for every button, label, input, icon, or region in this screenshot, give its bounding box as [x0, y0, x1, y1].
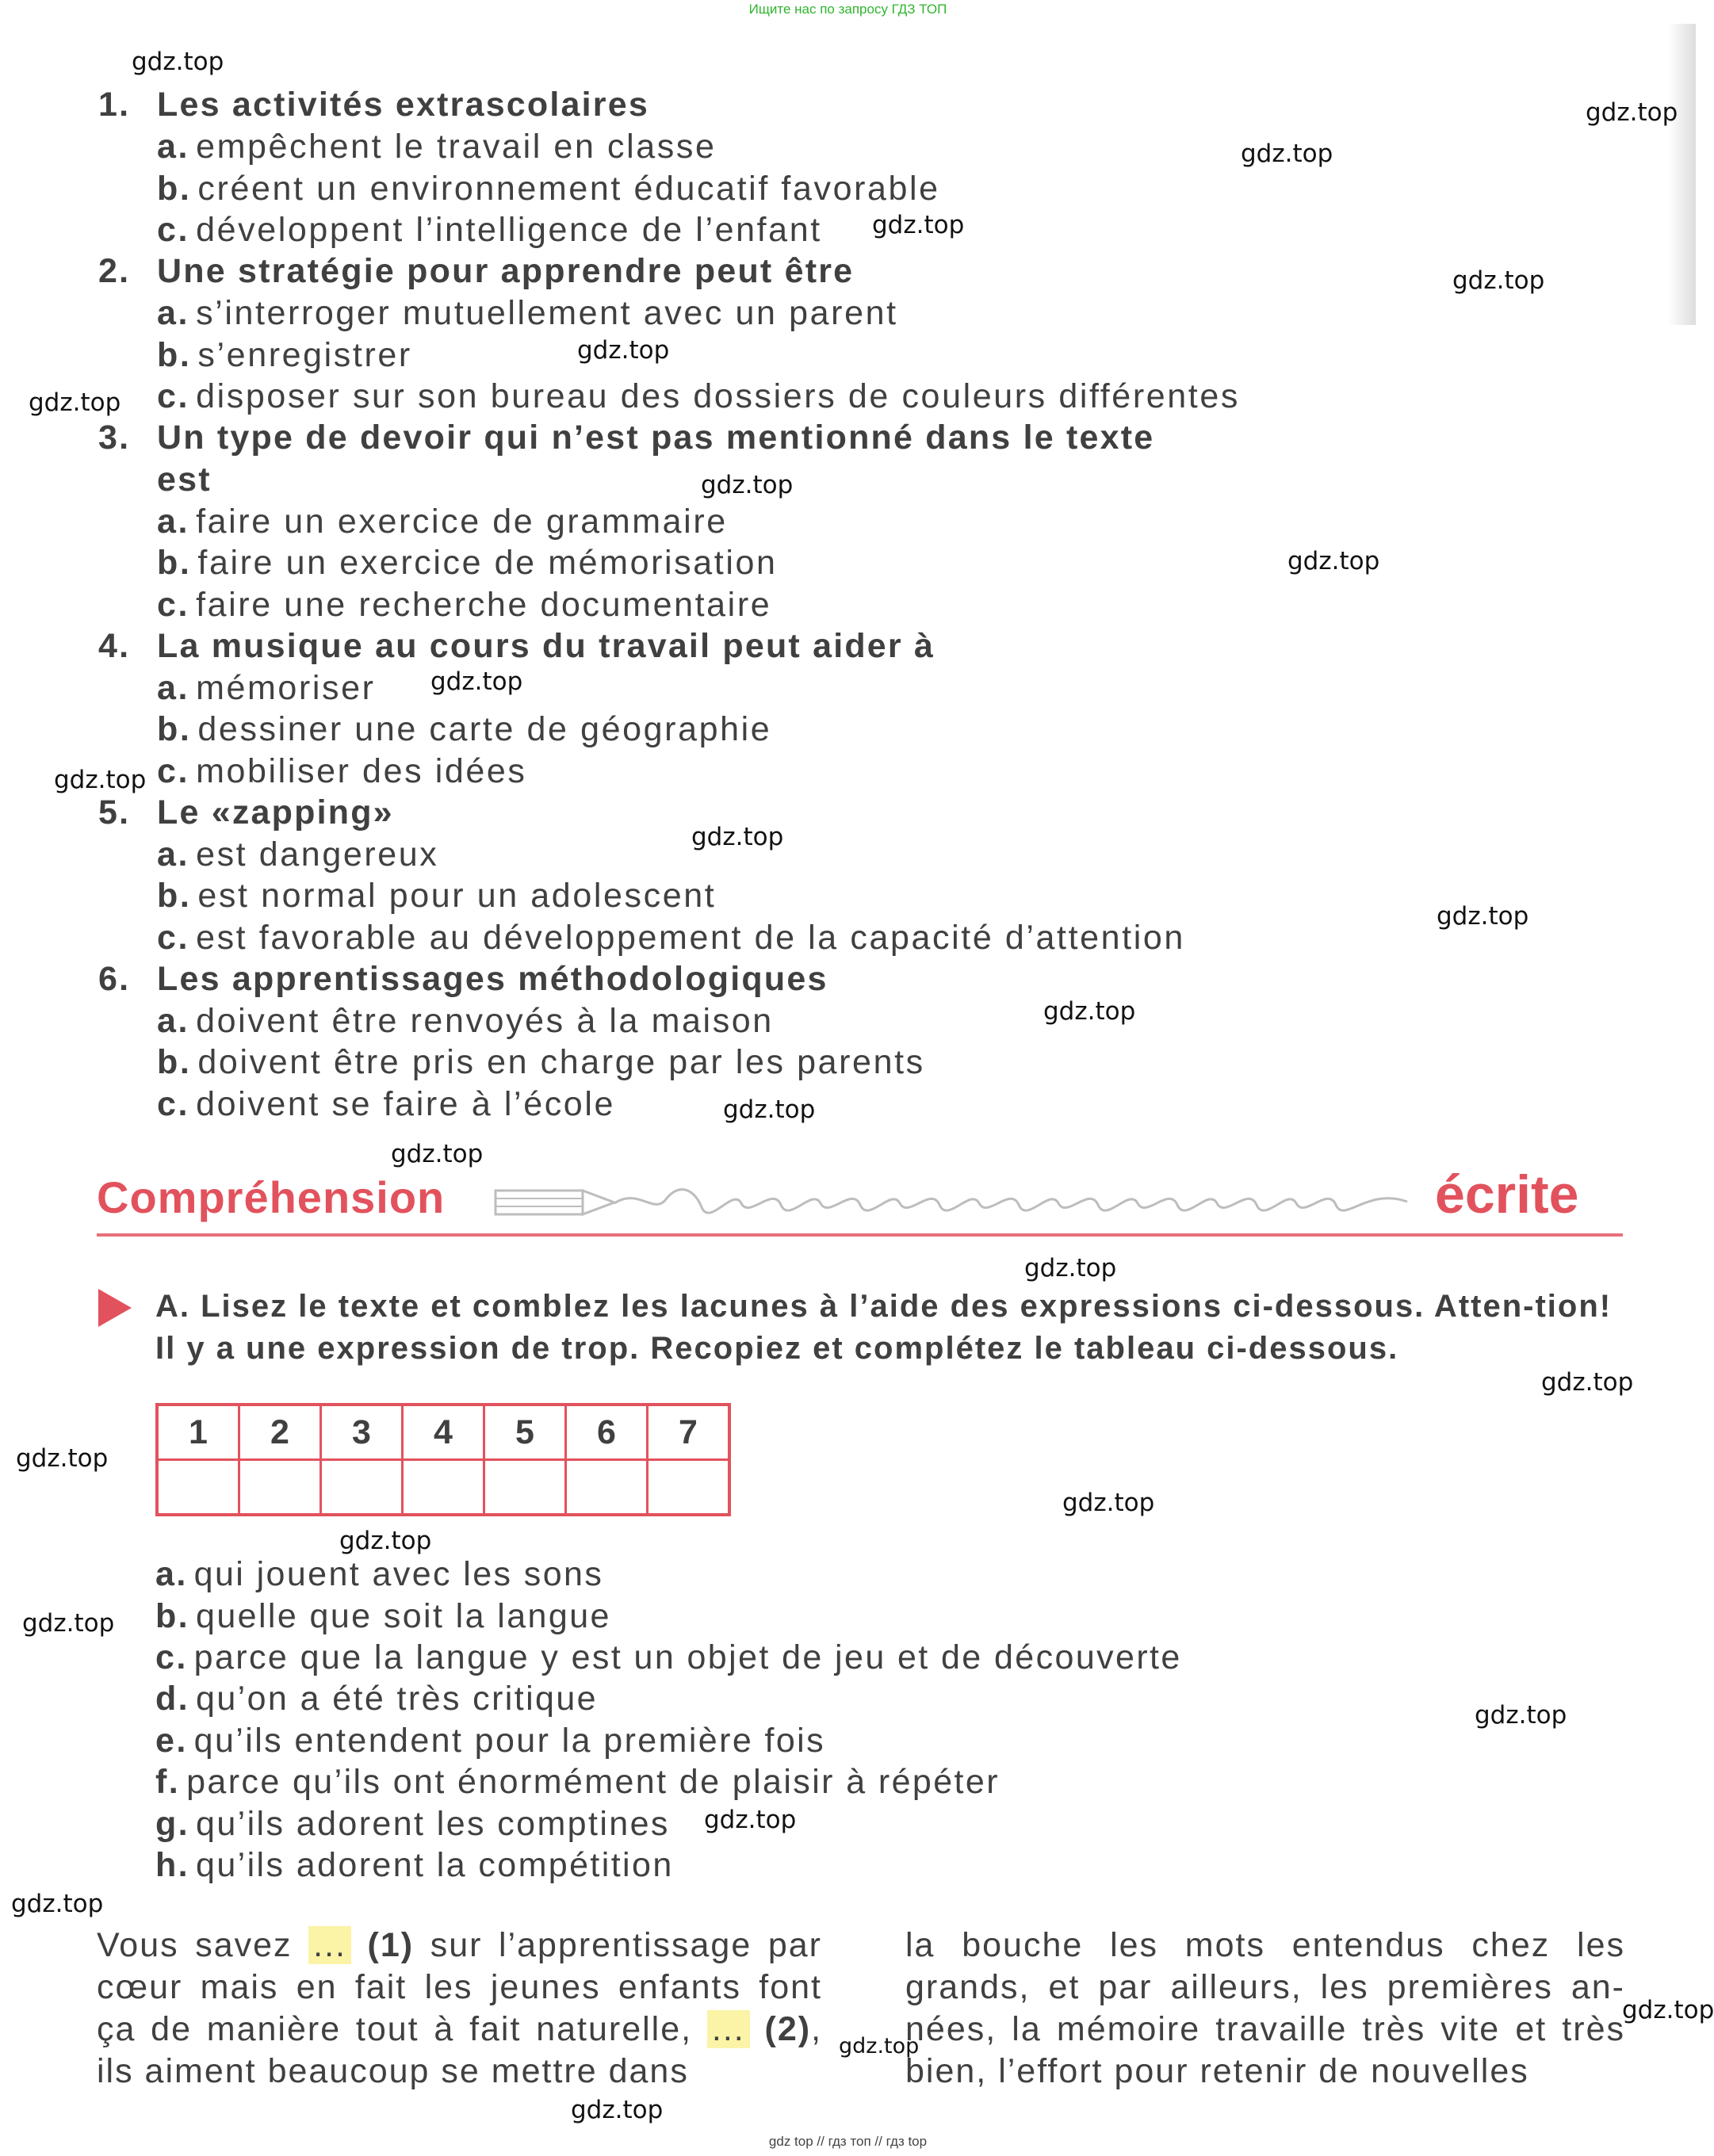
question-text: Un type de devoir qui n’est pas mentionné dans le texte — [157, 419, 1155, 457]
option-4c: c. mobiliser des idées — [157, 752, 527, 790]
watermark: gdz.top — [704, 1806, 797, 1834]
question-number: 6. — [98, 960, 131, 998]
watermark: gdz.top — [22, 1609, 115, 1638]
watermark: gdz.top — [11, 1890, 104, 1918]
watermark: gdz.top — [132, 48, 224, 76]
watermark: gdz.top — [430, 667, 523, 696]
option-6b: b. doivent être pris en charge par les parents — [157, 1043, 925, 1081]
watermark: gdz.top — [571, 2096, 664, 2124]
question-text: Une stratégie pour apprendre peut être — [157, 252, 855, 290]
question-3-continuation: est — [157, 461, 212, 499]
answer-cell[interactable] — [403, 1460, 484, 1516]
watermark: gdz.top — [839, 2034, 920, 2059]
watermark: gdz.top — [691, 823, 784, 851]
option-2a: a. s’interroger mutuellement avec un parent — [157, 294, 898, 332]
answer-cell[interactable] — [648, 1460, 730, 1516]
watermark: gdz.top — [391, 1140, 484, 1168]
watermark: gdz.top — [339, 1527, 432, 1555]
question-number: 4. — [98, 627, 131, 665]
option-2b: b. s’enregistrer — [157, 336, 412, 374]
answer-cell[interactable] — [239, 1460, 321, 1516]
expression-e: e. qu’ils entendent pour la première fois — [155, 1722, 826, 1760]
gap-number-2: (2) — [764, 2010, 812, 2048]
expression-g: g. qu’ils adorent les comptines — [155, 1805, 670, 1843]
passage-right-column: la bouche les mots entendus chez les grands, et par ailleurs, les premières an-nées, la mémoire travaille très vite et très bien, l’effort pour retenir de nouvelles — [905, 1926, 1625, 2090]
watermark: gdz.top — [1043, 997, 1136, 1026]
watermark: gdz.top — [577, 336, 670, 365]
answer-cell[interactable] — [484, 1460, 566, 1516]
question-number: 5. — [98, 793, 131, 831]
exercise-instruction: A. Lisez le texte et comblez les lacunes à l’aide des expressions ci-dessous. Atten-tion! Il y a une expression de trop. Recopiez et complétez le tableau ci-dessous. — [155, 1289, 1613, 1366]
question-6 — [98, 960, 828, 999]
option-1c: c. développent l’intelligence de l’enfant — [157, 211, 822, 249]
option-1b: b. créent un environnement éducatif favorable — [157, 170, 940, 208]
watermark: gdz.top — [723, 1095, 816, 1124]
question-number: 2. — [98, 252, 131, 290]
option-3b: b. faire un exercice de mémorisation — [157, 544, 778, 582]
watermark: gdz.top — [872, 211, 965, 239]
answer-cell[interactable] — [321, 1460, 403, 1516]
question-text: Les apprentissages méthodologiques — [157, 960, 828, 998]
watermark: gdz.top — [1452, 266, 1545, 295]
expression-a: a. qui jouent avec les sons — [155, 1555, 604, 1593]
top-banner[interactable]: Ищите нас по запросу ГДЗ ТОП — [748, 2, 947, 17]
question-text: Le «zapping» — [157, 793, 394, 831]
table-header-cell: 5 — [484, 1405, 566, 1460]
table-header-cell: 1 — [157, 1405, 239, 1460]
pencil-scribble-icon — [495, 1179, 1427, 1227]
table-header-cell: 6 — [566, 1405, 648, 1460]
expression-h: h. qu’ils adorent la compétition — [155, 1846, 674, 1884]
expression-f: f. parce qu’ils ont énormément de plaisir à répéter — [155, 1763, 1000, 1801]
watermark: gdz.top — [1062, 1489, 1155, 1517]
question-3 — [98, 419, 1154, 457]
watermark: gdz.top — [29, 388, 121, 417]
option-4b: b. dessiner une carte de géographie — [157, 710, 772, 748]
expression-c: c. parce que la langue y est un objet de jeu et de découverte — [155, 1638, 1182, 1676]
watermark: gdz.top — [1622, 1996, 1714, 2024]
gap-2: ... — [707, 2010, 750, 2048]
watermark: gdz.top — [1437, 902, 1529, 931]
option-5b: b. est normal pour un adolescent — [157, 877, 717, 915]
section-divider — [97, 1233, 1623, 1237]
bottom-banner: gdz top // гдз топ // гдз top — [768, 2134, 928, 2149]
answer-cell[interactable] — [157, 1460, 239, 1516]
option-1a: a. empêchent le travail en classe — [157, 128, 717, 166]
table-header-cell: 3 — [321, 1405, 403, 1460]
question-2 — [98, 252, 854, 291]
gap-1: ... — [308, 1926, 351, 1964]
watermark: gdz.top — [701, 471, 794, 499]
option-5a: a. est dangereux — [157, 835, 439, 873]
option-3a: a. faire un exercice de grammaire — [157, 503, 728, 541]
option-4a: a. mémoriser — [157, 669, 376, 707]
table-header-row — [157, 1405, 729, 1460]
answer-cell[interactable] — [566, 1460, 648, 1516]
option-6a: a. doivent être renvoyés à la maison — [157, 1002, 774, 1040]
expression-b: b. quelle que soit la langue — [155, 1597, 611, 1635]
option-3c: c. faire une recherche documentaire — [157, 586, 772, 624]
table-header-cell: 4 — [403, 1405, 484, 1460]
section-title-right: écrite — [1435, 1164, 1579, 1225]
question-5 — [98, 793, 394, 832]
watermark: gdz.top — [16, 1444, 109, 1473]
watermark: gdz.top — [54, 766, 147, 794]
question-1 — [98, 86, 649, 124]
option-5c: c. est favorable au développement de la capacité d’attention — [157, 919, 1185, 957]
table-header-cell: 7 — [648, 1405, 730, 1460]
question-number: 3. — [98, 419, 131, 457]
play-triangle-icon — [98, 1289, 132, 1327]
question-number: 1. — [98, 86, 131, 124]
gap-number-1: (1) — [367, 1926, 415, 1964]
expression-d: d. qu’on a été très critique — [155, 1680, 599, 1718]
question-4 — [98, 627, 935, 666]
watermark: gdz.top — [1541, 1368, 1634, 1397]
watermark: gdz.top — [1287, 547, 1380, 575]
question-text: Les activités extrascolaires — [157, 86, 649, 124]
table-header-cell: 2 — [239, 1405, 321, 1460]
table-answer-row — [157, 1460, 729, 1516]
watermark: gdz.top — [1241, 140, 1333, 168]
passage-left-column: Vous savez ... (1) sur l’apprentissage par cœur mais en fait les jeunes enfants font ça de manière tout à fait naturelle, ... (2), ils aiment beaucoup se mettre dans — [97, 1926, 823, 2090]
answer-table — [155, 1403, 731, 1516]
option-6c: c. doivent se faire à l’école — [157, 1085, 615, 1123]
question-text: La musique au cours du travail peut aider à — [157, 627, 935, 665]
watermark: gdz.top — [1024, 1254, 1117, 1283]
option-2c: c. disposer sur son bureau des dossiers de couleurs différentes — [157, 377, 1240, 415]
watermark: gdz.top — [1586, 98, 1678, 127]
section-title: Compréhension — [97, 1172, 446, 1222]
page-edge-shadow — [1668, 24, 1696, 325]
watermark: gdz.top — [1475, 1701, 1567, 1730]
